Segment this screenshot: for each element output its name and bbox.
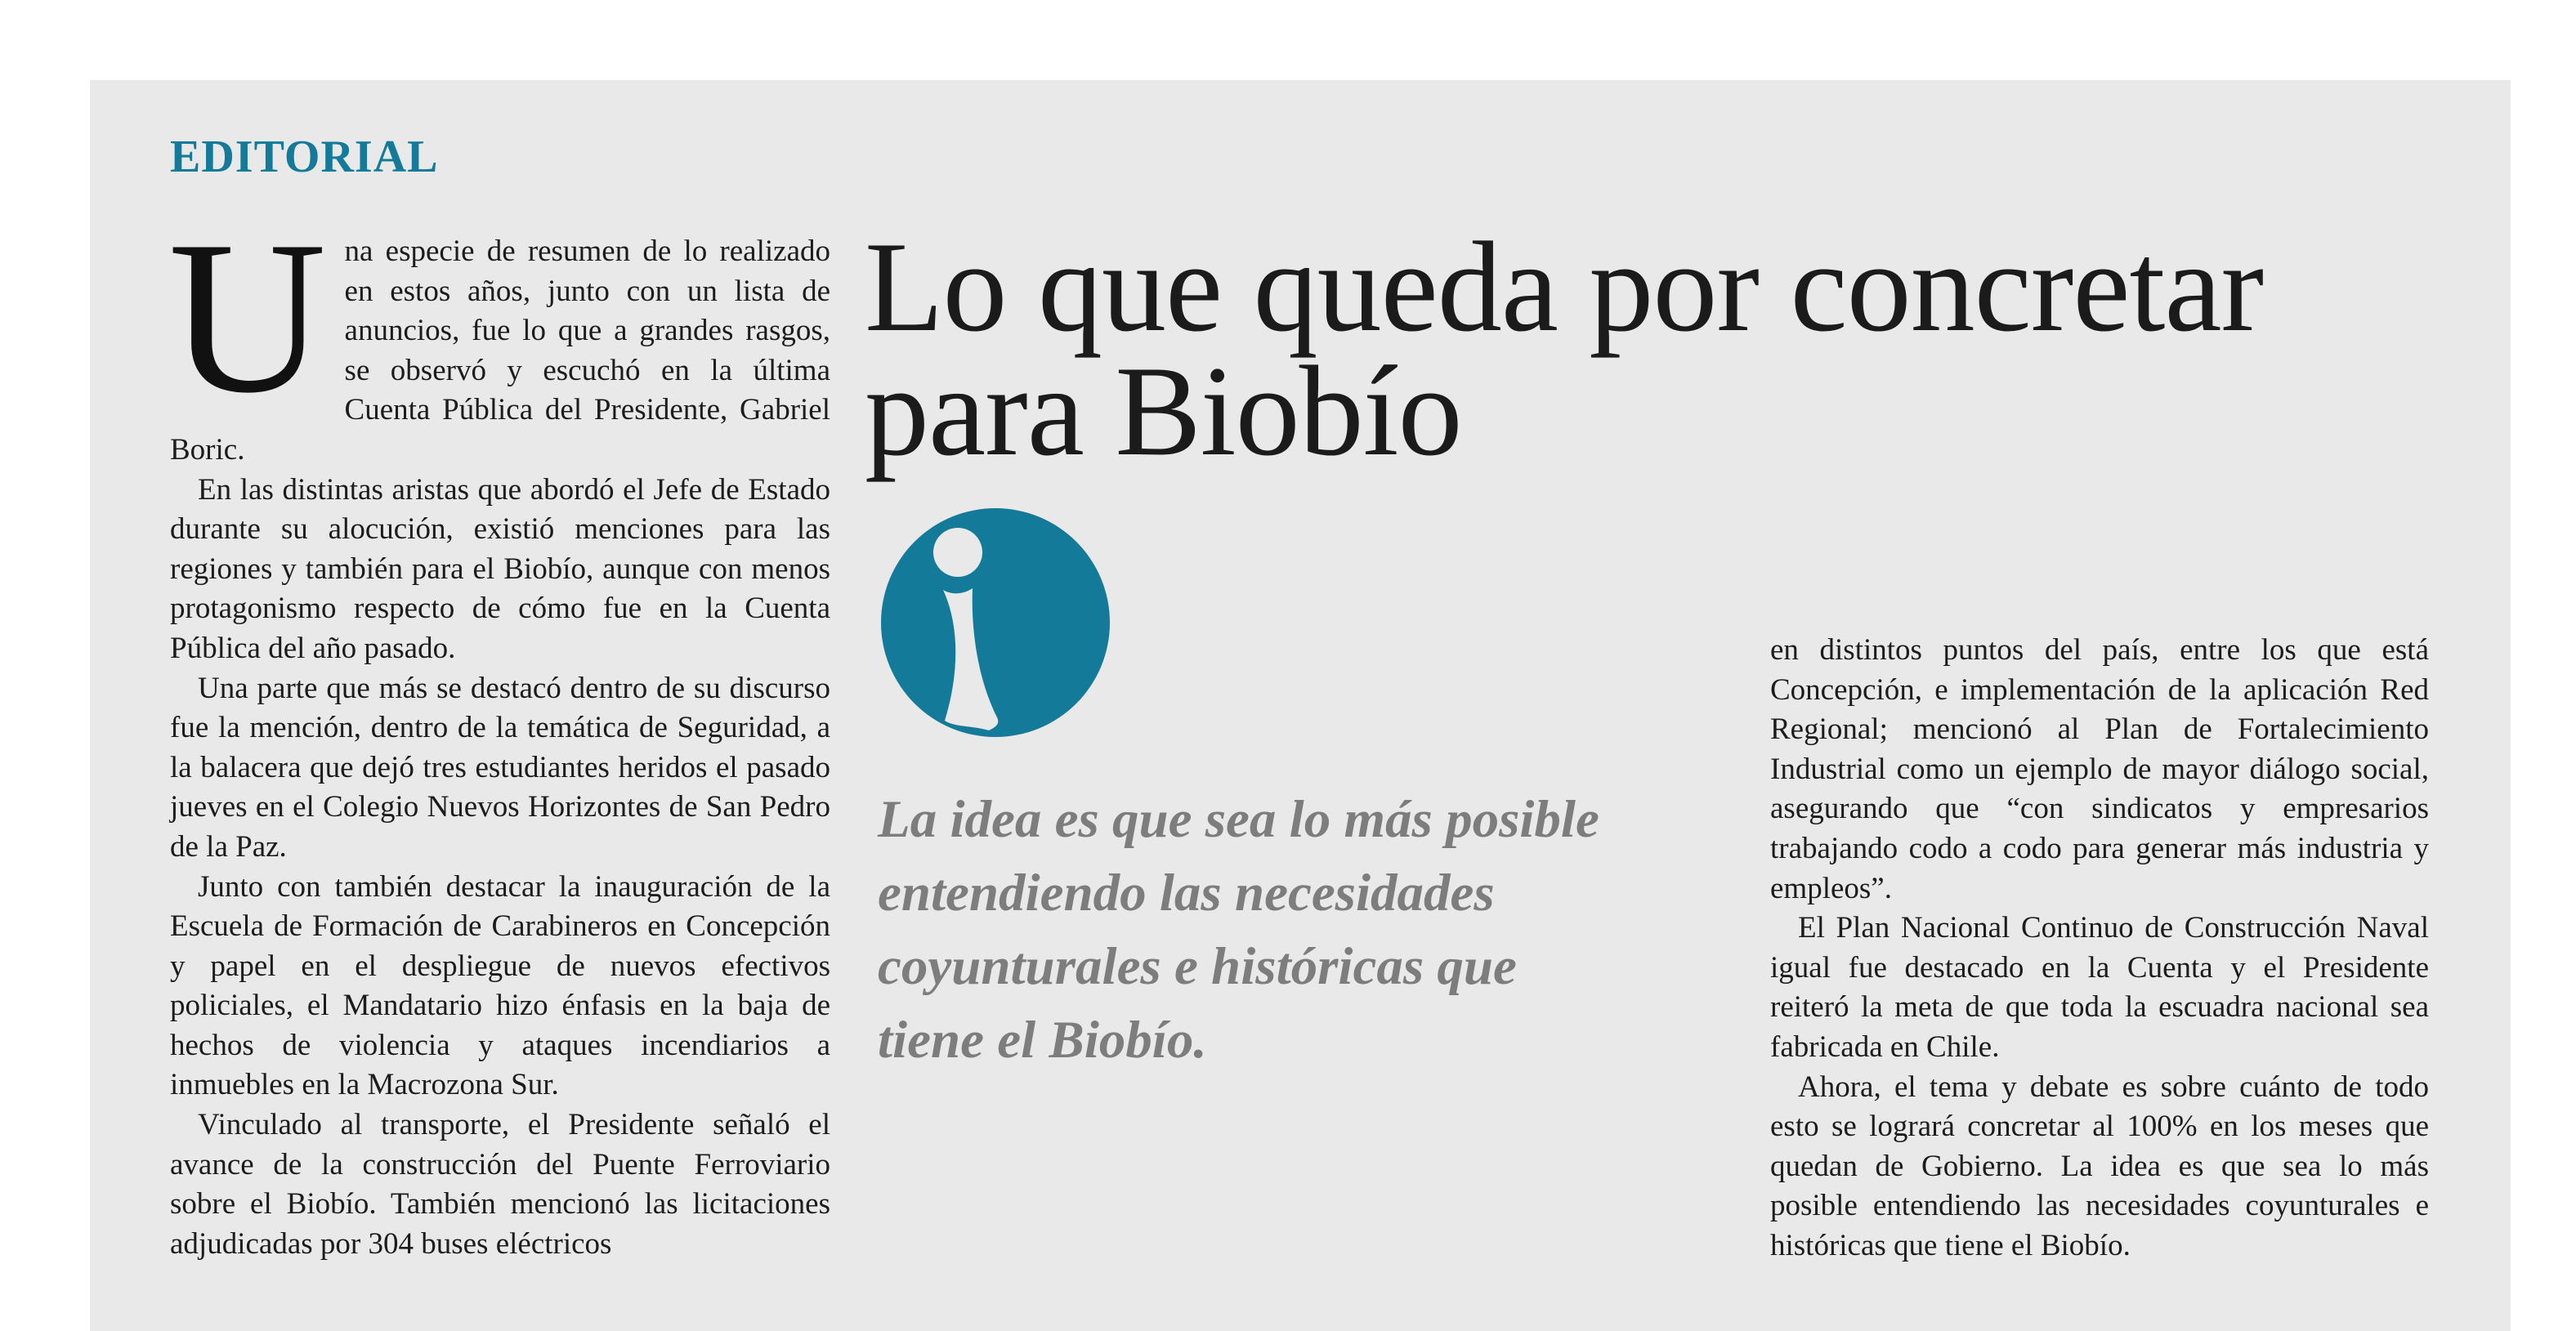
article-paragraph: Ahora, el tema y debate es sobre cuánto de todo esto se logrará concretar al 100% en los meses que quedan de Gobierno. La idea es que sea lo más posible entendiendo las necesidades coyunturales e históricas que tiene el Biobío. (1770, 1070, 2429, 1262)
article-paragraph: Una parte que más se destacó dentro de su discurso fue la mención, dentro de la temática de Seguridad, a la balacera que dejó tres estudiantes heridos el pasado jueves en el Colegio Nuevos Horizontes de San Pedro de la Paz. (170, 671, 830, 864)
info-icon-dot (933, 528, 982, 577)
article-paragraph (168, 195, 830, 471)
article-paragraph: El Plan Nacional Continuo de Construcción Naval igual fue destacado en la Cuenta y el Presidente reiteró la meta de que toda la escuadra nacional sea fabricada en Chile. (1770, 911, 2429, 1064)
pull-quote: La idea es que sea lo más posible entendiendo las necesidades coyunturales e históricas que tiene el Biobío. (878, 790, 1599, 1070)
info-icon (876, 507, 1115, 739)
drop-cap: U (168, 195, 327, 438)
headline: Lo que queda por concretar para Biobío (865, 216, 2264, 483)
article-column-left (168, 195, 830, 1264)
article-column-right (1770, 631, 2429, 1266)
article-paragraph: En las distintas aristas que abordó el Jefe de Estado durante su alocución, existió menciones para las regiones y también para el Biobío, aunque con menos protagonismo respecto de cómo fue en la Cuenta Pública del año pasado. (170, 472, 830, 665)
article-paragraph: Vinculado al transporte, el Presidente señaló el avance de la construcción del Puente Ferroviario sobre el Biobío. También mencionó las licitaciones adjudicadas por 304 buses eléctricos (170, 1108, 830, 1261)
article-paragraph: en distintos puntos del país, entre los que está Concepción, e implementación de la aplicación Red Regional; mencionó al Plan de Fortalecimiento Industrial como un ejemplo de mayor diálogo social, asegurando que “con sindicatos y empresarios trabajando codo a codo para generar más industria y empleos”. (1770, 633, 2429, 905)
article-paragraph: Junto con también destacar la inauguración de la Escuela de Formación de Carabineros en Concepción y papel en el despliegue de nuevos efectivos policiales, el Mandatario hizo énfasis en la baja de hechos de violencia y ataques incendiarios a inmuebles en la Macrozona Sur. (170, 869, 830, 1102)
paragraph-text: na especie de resumen de lo realizado en estos años, junto con un lista de anuncios, fue lo que a grandes rasgos, se observó y escuchó en la última Cuenta Pública del Presidente, Gabriel Boric. (170, 234, 830, 467)
section-label: EDITORIAL (170, 132, 439, 182)
info-icon-disc (881, 508, 1110, 737)
